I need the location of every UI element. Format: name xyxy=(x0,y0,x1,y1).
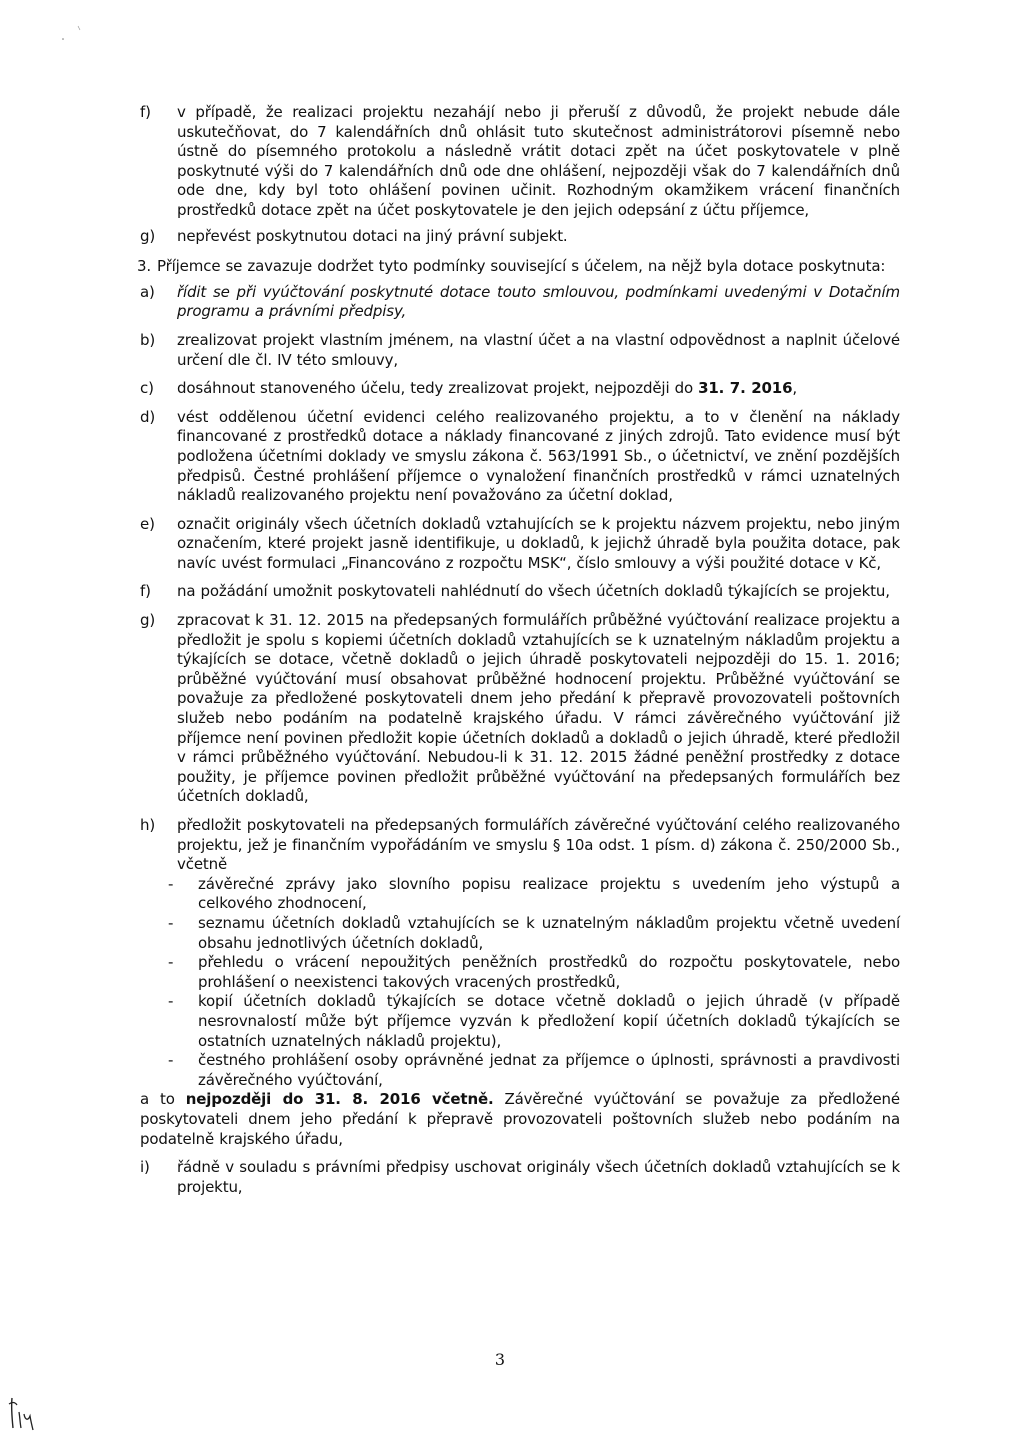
section-number: 3. xyxy=(137,257,152,276)
list-item xyxy=(168,875,900,914)
list-item-text: kopií účetních dokladů týkajících se dotace včetně dokladů o jejich úhradě (v případě nesrovnalostí může být příjemce vyzván k předložení kopií účetních dokladů týkajících se ostatních uznatelných nákladů projektu), xyxy=(198,992,900,1050)
section-text: Příjemce se zavazuje dodržet tyto podmínky související s účelem, na nějž byla dotace poskytnuta: xyxy=(157,257,886,276)
item-text-lead: dosáhnout stanoveného účelu, tedy zrealizovat projekt, nejpozději do xyxy=(177,379,699,398)
item-i-archive-documents xyxy=(140,1158,900,1197)
item-marker: g) xyxy=(140,226,156,245)
after-tail: Závěrečné vyúčtování se považuje za předložené poskytovateli dnem jeho předání k přepravě provozovateli poštovních služeb nebo podáním na podatelně krajského úřadu, xyxy=(140,1090,900,1148)
dash-marker: - xyxy=(168,1051,174,1070)
item-a-follow-rules xyxy=(140,283,900,322)
list-item-text: přehledu o vrácení nepoužitých peněžních prostředků do rozpočtu poskytovatele, nebo prohlášení o neexistenci takových vracených prostředků, xyxy=(198,953,900,991)
item-b-implement-project xyxy=(140,331,900,370)
section-3-heading xyxy=(137,257,900,277)
document-body xyxy=(137,103,900,1197)
page-number: 3 xyxy=(494,1350,506,1369)
item-text: řádně v souladu s právními předpisy uschovat originály všech účetních dokladů vztahujících se k projektu, xyxy=(177,1158,900,1196)
dash-marker: - xyxy=(168,992,174,1011)
item-f-allow-inspection xyxy=(140,582,900,602)
item-text: předložit poskytovateli na předepsaných formulářích závěrečné vyúčtování celého realizovaného projektu, jež je finančním vypořádáním ve smyslu § 10a odst. 1 písm. d) zákona č. 250/2000 Sb., včetně xyxy=(177,816,900,874)
item-marker: d) xyxy=(140,407,156,426)
final-report-deadline xyxy=(140,1090,900,1149)
item-g-interim-report xyxy=(140,611,900,807)
item-marker: c) xyxy=(140,379,154,398)
handwritten-initials-mark xyxy=(6,1390,46,1435)
item-text: v případě, že realizaci projektu nezahájí nebo ji přeruší z důvodů, že projekt nebude dále uskutečňovat, do 7 kalendářních dnů ohlásit tuto skutečnost administrátorovi písemně nebo ústně do písemného protokolu a následně vrátit dotaci zpět na účet poskytovatele v plně poskytnuté výši do 7 kalendářních dnů ode dne ohlášení, nejpozději však do 7 kalendářních dnů ode dne, kdy byl toto ohlášení povinen učinit. Rozhodným okamžikem vrácení finančních prostředků dotace zpět na účet poskytovatele je den jejich odepsání z účtu příjemce, xyxy=(177,103,900,219)
item-h-final-report xyxy=(140,816,900,875)
dash-marker: - xyxy=(168,874,174,893)
list-item-text: závěrečné zprávy jako slovního popisu realizace projektu s uvedením jeho výstupů a celkového zhodnocení, xyxy=(198,874,900,913)
item-marker: i) xyxy=(140,1158,150,1177)
item-text: nepřevést poskytnutou dotaci na jiný právní subjekt. xyxy=(177,226,568,245)
item-text: vést oddělenou účetní evidenci celého realizovaného projektu, a to v členění na náklady financované z prostředků dotace a náklady financované z jiných zdrojů. Tato evidence musí být podložena účetními doklady ve smyslu zákona č. 563/1991 Sb., o účetnictví, ve znění pozdějších předpisů. Čestné prohlášení příjemce o vynaložení finančních prostředků v rámci uznatelných nákladů realizovaného projektu není považováno za účetní doklad, xyxy=(177,407,900,505)
item-text: zrealizovat projekt vlastním jménem, na vlastní účet a na vlastní odpovědnost a naplnit účelové určení dle čl. IV této smlouvy, xyxy=(177,330,900,369)
item-marker: h) xyxy=(140,816,156,834)
deadline-date: 31. 7. 2016 xyxy=(698,379,793,398)
final-deadline-date: nejpozději do 31. 8. 2016 včetně. xyxy=(185,1090,494,1109)
list-item-text: seznamu účetních dokladů vztahujících se k uznatelným nákladům projektu včetně uvedení obsahu jednotlivých účetních dokladů, xyxy=(198,913,900,952)
item-text-tail: , xyxy=(792,379,797,398)
scan-speck-mark xyxy=(60,24,90,44)
item-text: označit originály všech účetních dokladů vztahujících se k projektu názvem projektu, nebo jiným označením, které projekt jasně identifikuje, u dokladů, k jejichž úhradě byla použita dotace, pak navíc uvést formulaci „Financováno z rozpočtu MSK“, číslo smlouvy a výši použité dotace v Kč, xyxy=(177,514,900,572)
dash-marker: - xyxy=(168,953,174,972)
list-item-text: čestného prohlášení osoby oprávněné jednat za příjemce o úplnosti, správnosti a pravdivosti závěrečného vyúčtování, xyxy=(198,1051,900,1089)
item-f-notify-termination xyxy=(140,103,900,221)
item-marker: f) xyxy=(140,582,151,601)
list-item xyxy=(168,914,900,953)
list-item xyxy=(168,992,900,1051)
after-lead: a to xyxy=(140,1090,186,1109)
item-marker: e) xyxy=(140,514,155,533)
item-text: zpracovat k 31. 12. 2015 na předepsaných formulářích průběžné vyúčtování realizace projektu a předložit je spolu s kopiemi účetních dokladů vztahujících se k uznatelným nákladům projektu a týkajících se dotace, včetně dokladů o jejich úhradě poskytovateli nejpozději do 15. 1. 2016; průběžné vyúčtování musí obsahovat průběžné hodnocení projektu. Průběžné vyúčtování se považuje za předložené poskytovateli dnem jeho předání k přepravě provozovateli poštovních služeb nebo podáním na podatelně krajského úřadu. V rámci závěrečného vyúčtování již příjemce není povinen předložit kopie účetních dokladů a dokladů o jejich úhradě, které předložil v rámci průběžného vyúčtování. Nebudou-li k 31. 12. 2015 žádné peněžní prostředky z dotace použity, je příjemce povinen předložit průběžné vyúčtování na předepsaných formulářích bez účetních dokladů, xyxy=(177,611,900,806)
item-c-deadline xyxy=(140,379,900,399)
dash-marker: - xyxy=(168,913,174,932)
item-text: na požádání umožnit poskytovateli nahlédnutí do všech účetních dokladů týkajících se projektu, xyxy=(177,582,890,601)
item-marker: b) xyxy=(140,330,156,349)
item-g-no-transfer xyxy=(140,227,900,247)
item-text xyxy=(177,379,900,399)
item-d-accounting xyxy=(140,408,900,506)
item-text: řídit se při vyúčtování poskytnuté dotace touto smlouvou, podmínkami uvedenými v Dotačním programu a právními předpisy, xyxy=(177,282,900,321)
item-marker: f) xyxy=(140,103,151,121)
item-marker: a) xyxy=(140,282,155,301)
item-e-mark-documents xyxy=(140,515,900,574)
item-marker: g) xyxy=(140,611,156,630)
list-item xyxy=(168,953,900,992)
list-item xyxy=(168,1051,900,1090)
